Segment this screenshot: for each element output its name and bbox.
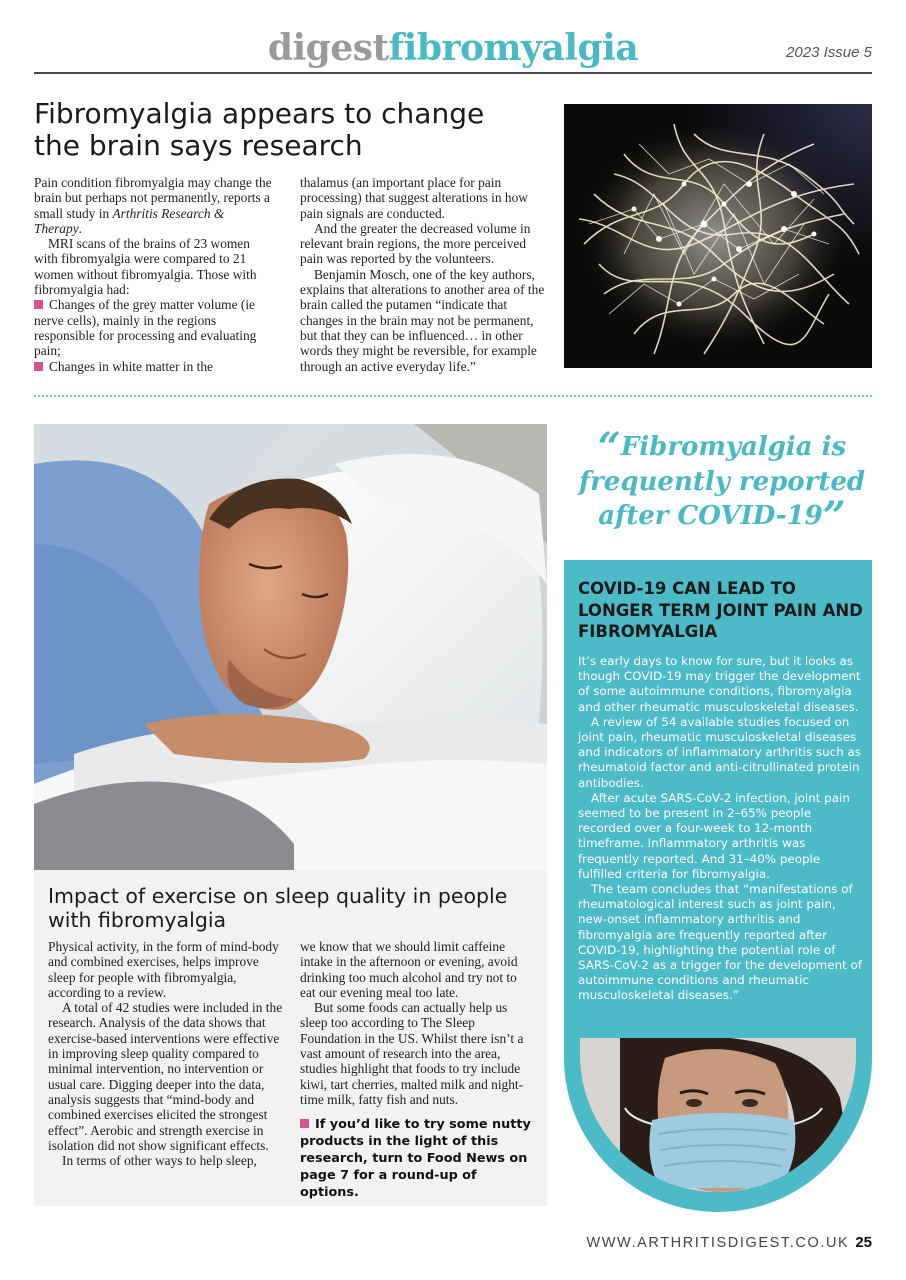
bullet-item — [34, 297, 274, 358]
masthead-digest: digest — [267, 27, 389, 69]
bullet-square-icon — [34, 300, 43, 309]
article1-paragraph: And the greater the decreased volume in relevant brain regions, the more perceived pain was reported by the volunteers. — [300, 220, 531, 267]
pull-quote-text: Fibromyalgia is frequently reported after COVID-19 — [578, 432, 866, 531]
bullet-square-icon — [300, 1119, 309, 1128]
article1-intro-text: Pain condition fibromyalgia may change the brain but perhaps not permanently, reports a small study in — [34, 175, 272, 221]
sidebar-title: COVID-19 CAN LEAD TO LONGER TERM JOINT PAIN AND FIBROMYALGIA — [578, 579, 863, 641]
article2-paragraph: But some foods can actually help us sleep too according to The Sleep Foundation in the US. Whilst there isn’t a vast amount of research into the area, studies highlight that foods to try include kiwi, tart cherries, malted milk and night-time milk, fatty fish and nuts. — [300, 1000, 524, 1107]
article2-paragraph: Physical activity, in the form of mind-body and combined exercises, helps improve sleep for people with fibromyalgia, according to a review. — [48, 939, 279, 1000]
article1-paragraph: MRI scans of the brains of 23 women with fibromyalgia were compared to 21 women without fibromyalgia. Those with fibromyalgia had: — [34, 236, 257, 298]
sidebar-paragraph: It’s early days to know for sure, but it looks as though COVID-19 may trigger the development of some autoimmune conditions, fibromyalgia and other rheumatic musculoskeletal diseases. — [578, 654, 861, 714]
callout-text: If you’d like to try some nutty products in the light of this research, turn to Food News on page 7 for a round-up of options. — [300, 1117, 531, 1200]
page-number: 25 — [855, 1234, 872, 1251]
article2-paragraph: A total of 42 studies were included in the research. Analysis of the data shows that exercise-based interventions were effective in improving sleep quality compared to minimal intervention, no intervention or usual care. Digging deeper into the data, analysis suggests that “mind-body and combined exercises elicited the strongest effect”. Aerobic and strength exercise in isolation did not show significant effects. — [48, 1000, 283, 1153]
sidebar-paragraph: The team concludes that “manifestations of rheumatological interest such as joint pain, new-onset inflammatory arthritis and fibromyalgia are frequently reported after COVID-19, highlighting the potential role of SARS-CoV-2 as a trigger for the development of autoimmune conditions and rheumatic musculoskeletal diseases.” — [578, 882, 863, 1003]
neuron-network-image — [564, 104, 872, 368]
article1-intro-end: . — [78, 220, 82, 236]
sidebar-paragraph: A review of 54 available studies focused on joint pain, rheumatic musculoskeletal diseases and indicators of inflammatory arthritis such as rheumatoid factor and anti-citrullinated protein antibodies. — [578, 714, 861, 790]
sidebar-paragraph: After acute SARS-CoV-2 infection, joint pain seemed to be present in 2–65% people recorded over a four-week to 12-month timeframe. Inflammatory arthritis was frequently reported. And 31–40% people fulfilled criteria for fibromyalgia. — [578, 790, 850, 881]
bullet-text: Changes of the grey matter volume (ie nerve cells), mainly in the regions responsible for processing and evaluating pain; — [34, 297, 257, 359]
footer — [586, 1234, 872, 1251]
close-quote-icon: ” — [822, 493, 846, 540]
journal-name: Arthritis Research & Therapy — [34, 205, 225, 236]
article2-title: Impact of exercise on sleep quality in people with fibromyalgia — [48, 884, 508, 932]
article2-column1 — [48, 939, 284, 1168]
article1-title: Fibromyalgia appears to change the brain says research — [34, 97, 485, 162]
masthead — [0, 26, 906, 70]
sleeping-man-photo — [34, 424, 547, 870]
bullet-text: Changes in white matter in the — [49, 358, 213, 374]
sidebar-body — [578, 654, 863, 1004]
article1-paragraph: Benjamin Mosch, one of the key authors, explains that alterations to another area of the brain called the putamen “indicate that changes in the brain may not be permanent, but that they can be influenced… in other words they might be reversible, for example through an active everyday life.” — [300, 266, 545, 374]
website-url[interactable]: WWW.ARTHRITISDIGEST.CO.UK — [586, 1235, 850, 1251]
article2-paragraph: we know that we should limit caffeine intake in the afternoon or evening, avoid drinking too much alcohol and try not to eat our evening meal too late. — [300, 939, 518, 1000]
article1-column2 — [300, 175, 550, 374]
pull-quote — [572, 424, 872, 540]
article1-column1 — [34, 175, 274, 374]
article1-paragraph — [34, 175, 274, 236]
food-news-callout — [300, 1116, 532, 1201]
bullet-item — [34, 359, 274, 374]
masthead-fibromyalgia: fibromyalgia — [388, 27, 639, 69]
article2-column2 — [300, 939, 532, 1107]
header-divider — [34, 72, 872, 74]
article1-paragraph: thalamus (an important place for pain processing) that suggest alterations in how pain signals are conducted. — [300, 175, 528, 221]
section-divider — [34, 395, 872, 397]
issue-label: 2023 Issue 5 — [786, 44, 872, 61]
article2-paragraph: In terms of other ways to help sleep, — [62, 1153, 257, 1169]
bullet-square-icon — [34, 362, 43, 371]
open-quote-icon: “ — [597, 424, 621, 471]
